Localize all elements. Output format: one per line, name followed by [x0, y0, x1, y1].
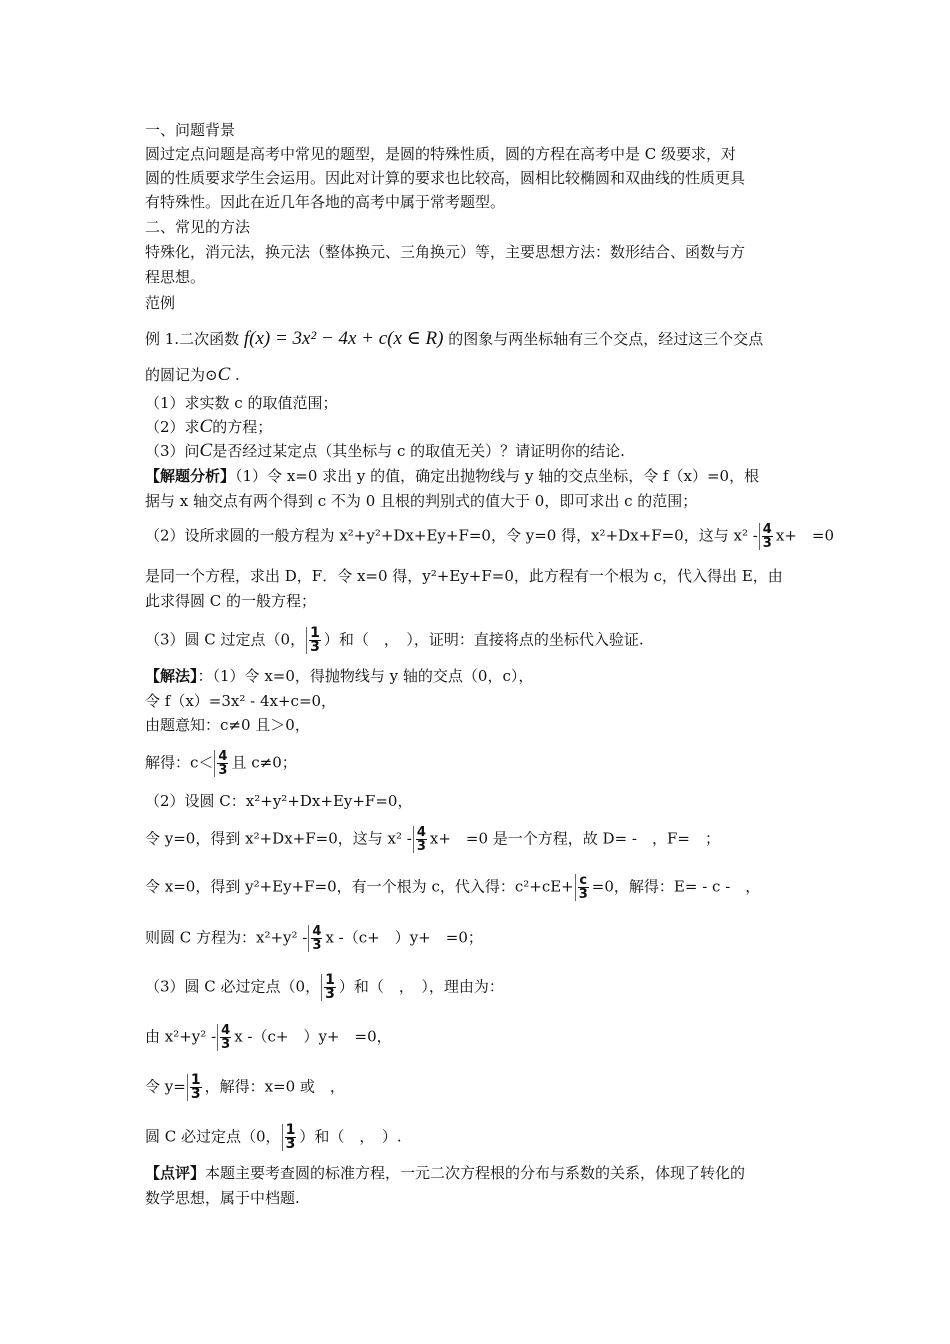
section-heading-example: 范例	[145, 294, 176, 312]
analysis-line-3	[145, 523, 840, 550]
text-run: （3）问	[145, 442, 200, 460]
fraction-denominator: 3	[310, 639, 320, 655]
fraction-numerator: 4	[416, 825, 426, 840]
solution-line-10	[145, 1024, 840, 1051]
text-run: .	[230, 366, 240, 384]
fraction-four-thirds	[759, 523, 775, 550]
text-run: x -（c+ ）y+ =0；	[325, 928, 483, 947]
text-run: 是否经过某定点（其坐标与 c 的取值无关）？请证明你的结论.	[212, 442, 625, 460]
analysis-line-2: 据与 x 轴交点有两个得到 c 不为 0 且根的判别式的值大于 0，即可求出 c 的范围；	[145, 492, 698, 510]
solution-line-1	[145, 665, 840, 687]
paragraph-line: 有特殊性。因此在近几年各地的高考中属于常考题型。	[145, 193, 506, 211]
solution-line-5: （2）设圆 C：x²+y²+Dx+Ey+F=0，	[145, 792, 413, 810]
example-prefix: 例 1.二次函数	[145, 330, 244, 348]
text-run: ）和（ ， ），理由为：	[338, 977, 504, 996]
fraction-four-thirds	[217, 1024, 233, 1051]
text-run: 由 x²+y² -	[145, 1027, 217, 1046]
analysis-line-5: 此求得圆 C 的一般方程；	[145, 592, 317, 610]
text-run: （2）求	[145, 418, 200, 436]
text-run: （1）令 x=0 求出 y 的值，确定出抛物线与 y 轴的交点坐标，令 f（x）=0，根	[235, 467, 760, 485]
solution-line-8	[145, 925, 840, 952]
section-heading-background: 一、问题背景	[145, 121, 236, 139]
text-run: 圆 C 必过定点（0，	[145, 1127, 281, 1146]
function-formula: f(x) = 3x² − 4x + c(x ∈ R)	[243, 328, 444, 349]
solution-line-9	[145, 974, 840, 1001]
circle-name: C	[199, 440, 213, 461]
circle-name: C	[199, 416, 213, 437]
fraction-one-third	[321, 974, 338, 1001]
example-1-line	[145, 328, 840, 350]
analysis-line-6	[145, 627, 840, 654]
text-run: ＞0，	[270, 716, 310, 734]
solution-line-4	[145, 750, 840, 777]
question-3	[145, 440, 840, 462]
fraction-denominator: 3	[221, 1037, 231, 1052]
fraction-numerator: 4	[218, 749, 228, 764]
text-run: （3）圆 C 必过定点（0，	[145, 977, 321, 996]
fraction-four-thirds	[413, 826, 429, 853]
fraction-c-over-3	[575, 874, 591, 901]
text-run: 则圆 C 方程为：x²+y² -	[145, 928, 308, 947]
paragraph-line: 特殊化，消元法，换元法（整体换元、三角换元）等，主要思想方法：数形结合、函数与方	[145, 243, 746, 261]
text-run: 令 y=	[145, 1077, 186, 1096]
paragraph-line: 程思想。	[145, 268, 206, 286]
fraction-denominator: 3	[416, 839, 426, 854]
paragraph-line: 圆过定点问题是高考中常见的题型，是圆的特殊性质，圆的方程在高考中是 C 级要求，对	[145, 145, 737, 163]
fraction-numerator: 4	[312, 924, 322, 939]
fraction-numerator: 1	[325, 972, 335, 988]
review-line-1	[145, 1162, 840, 1184]
fraction-four-thirds	[308, 925, 324, 952]
fraction-numerator: c	[579, 873, 588, 888]
text-run: x+ =0	[775, 526, 834, 545]
fraction-denominator: 3	[578, 887, 588, 902]
fraction-denominator: 3	[218, 763, 228, 778]
fraction-numerator: 1	[310, 625, 320, 641]
circle-name: C	[217, 364, 231, 385]
example-1-line2	[145, 364, 840, 386]
fraction-denominator: 3	[312, 938, 322, 953]
text-run: =0，解得：E= - c - ，	[591, 877, 761, 896]
text-run: 且 c≠0；	[231, 753, 297, 772]
fraction-numerator: 1	[285, 1122, 296, 1138]
text-run: 令 y=0，得到 x²+Dx+F=0，这与 x² -	[145, 829, 412, 848]
text-run: （2）设所求圆的一般方程为 x²+y²+Dx+Ey+F=0，令 y=0 得，x²+Dx+F=0，这与 x² -	[145, 526, 758, 545]
fraction-one-third	[306, 627, 323, 654]
text-run: 的圆记为⊙	[145, 366, 218, 384]
fraction-denominator: 3	[762, 536, 772, 551]
text-run: ，解得：x=0 或 ，	[204, 1077, 345, 1096]
text-run: 本题主要考查圆的标准方程，一元二次方程根的分布与系数的关系，体现了转化的	[205, 1164, 746, 1182]
fraction-denominator: 3	[325, 986, 335, 1002]
fraction-denominator: 3	[285, 1136, 296, 1152]
fraction-numerator: 4	[221, 1023, 231, 1038]
analysis-line-4: 是同一个方程，求出 D，F．令 x=0 得，y²+Ey+F=0，此方程有一个根为 c，代入得出 E，由	[145, 567, 783, 585]
text-run: ：（1）令 x=0，得抛物线与 y 轴的交点（0，c），	[197, 667, 534, 685]
text-run: 解得：c＜	[145, 753, 214, 772]
text-run: 令 x=0，得到 y²+Ey+F=0，有一个根为 c，代入得：c²+cE+	[145, 877, 574, 896]
question-2	[145, 416, 840, 438]
text-run: ）和（ ， ）.	[299, 1127, 402, 1146]
analysis-line-1	[145, 465, 840, 487]
fraction-denominator: 3	[190, 1086, 201, 1102]
example-suffix: 的图象与两坐标轴有三个交点，经过这三个交点	[443, 330, 764, 348]
text-run: x+ =0 是一个方程，故 D= - ，F= ；	[429, 829, 720, 848]
solution-line-7	[145, 874, 840, 901]
solution-line-2: 令 f（x）=3x² - 4x+c=0，	[145, 692, 337, 710]
paragraph-line: 圆的性质要求学生会运用。因此对计算的要求也比较高，圆相比较椭圆和双曲线的性质更具	[145, 169, 746, 187]
fraction-four-thirds	[214, 750, 230, 777]
fraction-one-third	[187, 1074, 204, 1101]
text-run: 的方程；	[212, 418, 273, 436]
section-heading-methods: 二、常见的方法	[145, 218, 251, 236]
solution-line-11	[145, 1074, 840, 1101]
analysis-tag: 【解题分析】	[145, 467, 236, 485]
solution-line-3	[145, 714, 840, 736]
text-run: x -（c+ ）y+ =0，	[234, 1027, 392, 1046]
review-tag: 【点评】	[145, 1164, 206, 1182]
fraction-one-third	[282, 1124, 299, 1151]
review-line-2: 数学思想，属于中档题.	[145, 1189, 300, 1207]
solution-line-12	[145, 1124, 840, 1151]
fraction-numerator: 1	[190, 1072, 201, 1088]
text-run: ）和（ ， ），证明：直接将点的坐标代入验证.	[323, 630, 644, 649]
text-run: 由题意知：c≠0 且	[145, 716, 271, 734]
text-run: （3）圆 C 过定点（0，	[145, 630, 306, 649]
solution-line-6	[145, 826, 840, 853]
solution-tag: 【解法】	[145, 667, 198, 685]
fraction-numerator: 4	[762, 522, 772, 537]
question-1: （1）求实数 c 的取值范围；	[145, 394, 338, 412]
